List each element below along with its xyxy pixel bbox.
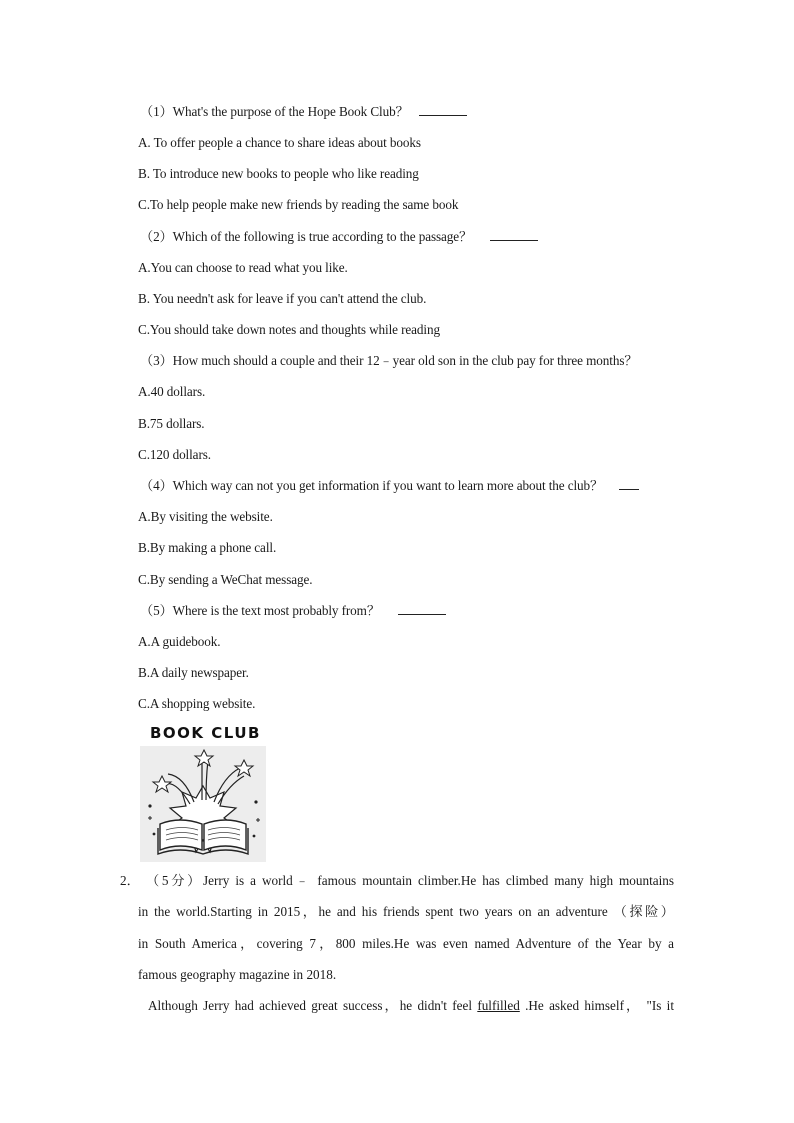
question-4-option-a: A.By visiting the website. [138,509,273,524]
answer-blank-5 [398,602,446,615]
passage-2-line-5 [148,997,674,1015]
question-5-option-a: A.A guidebook. [138,634,221,649]
question-1-option-c: C.To help people make new friends by reading the same book [138,197,459,212]
question-5-stem [140,602,446,620]
passage-2-line-2: in the world.Starting in 2015，he and his friends spent two years on an adventure （探险） [138,904,674,919]
question-2-option-b: B. You needn't ask for leave if you can't attend the club. [138,291,427,306]
question-2-stem [140,228,538,246]
question-5-option-c: C.A shopping website. [138,696,256,711]
question-5-option-b: B.A daily newspaper. [138,665,249,680]
passage-2-text-after: .He asked himself， "Is it [519,998,674,1013]
question-4-text: （4）Which way can not you get information if you want to learn more about the club？ [140,478,604,493]
question-3-option-a: A.40 dollars. [138,384,206,399]
answer-blank-4 [619,477,639,490]
open-book-icon [140,746,266,862]
question-1-stem [140,103,467,121]
answer-blank-1 [419,103,467,116]
book-club-illustration [140,724,266,862]
book-club-title: BOOK CLUB [150,724,261,742]
open-book-image [140,746,266,862]
question-number-2: 2． [120,873,140,888]
passage-2-text-before: Although Jerry had achieved great success，he didn't feel [148,998,478,1013]
question-1-text: （1）What's the purpose of the Hope Book Club？ [140,104,409,119]
question-4-stem [140,477,639,495]
underlined-word-fulfilled: fulfilled [477,998,520,1013]
question-5-text: （5）Where is the text most probably from？ [140,603,380,618]
question-3-option-b: B.75 dollars. [138,416,205,431]
question-2-option-c: C.You should take down notes and thoughts while reading [138,322,440,337]
passage-2-line-4: famous geography magazine in 2018. [138,967,337,982]
question-4-option-b: B.By making a phone call. [138,540,277,555]
question-2-option-a: A.You can choose to read what you like. [138,260,348,275]
question-4-option-c: C.By sending a WeChat message. [138,572,313,587]
question-1-option-b: B. To introduce new books to people who like reading [138,166,419,181]
question-1-option-a: A. To offer people a chance to share ideas about books [138,135,421,150]
question-3-stem: （3）How much should a couple and their 12﹣year old son in the club pay for three months？ [140,353,638,368]
question-3-option-c: C.120 dollars. [138,447,211,462]
passage-2-line-3: in South America，covering 7，800 miles.He was even named Adventure of the Year by a [138,936,674,951]
passage-2-line-1: （5分）Jerry is a world﹣ famous mountain climber.He has climbed many high mountains [146,873,674,888]
answer-blank-2 [490,228,538,241]
question-2-text: （2）Which of the following is true according to the passage？ [140,229,473,244]
